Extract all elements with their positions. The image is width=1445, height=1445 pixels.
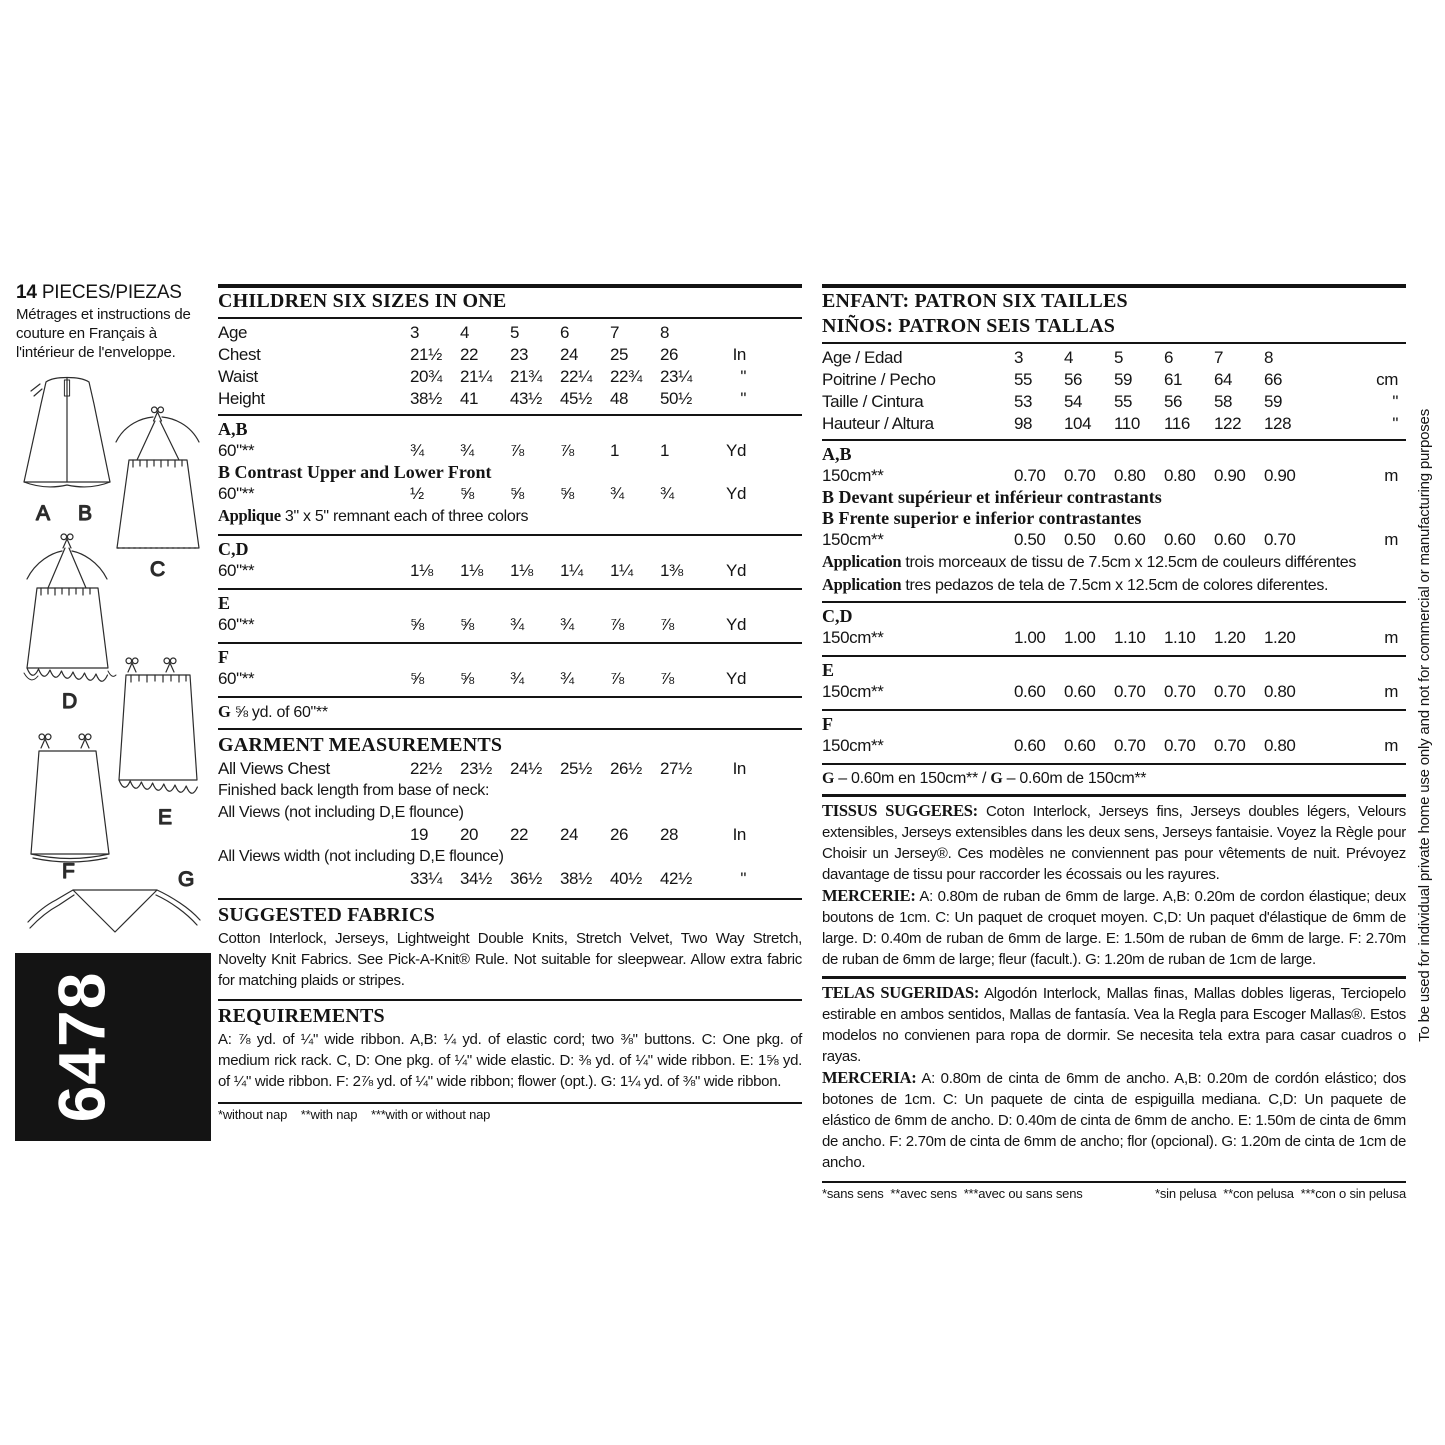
yardage-row: [218, 668, 802, 690]
mercerie-lead: MERCERIE:: [822, 886, 916, 905]
section-e-header: E: [822, 660, 835, 680]
size-row: [822, 413, 1406, 435]
cell: 3: [410, 323, 420, 342]
merceria: [822, 1067, 1406, 1173]
dress-d-drawing: [24, 534, 116, 681]
garment-label-d: D: [62, 690, 78, 713]
cell: ": [740, 869, 746, 888]
cell: 8: [1264, 348, 1274, 367]
cell: 0.70: [1164, 682, 1196, 701]
telas-text: Algodón Interlock, Mallas finas, Mallas dobles ligeras, Terciopelo estirable en ambos sentidos, Mallas de fantasía. Vea la Regla para Escoger Mallas®. Estos modelos no convienen para ropa de dormir. Se necesita tela extra para casar cuadros o rayas.: [822, 985, 1406, 1065]
cell: 0.60: [1014, 736, 1046, 755]
cell: 0.70: [1164, 736, 1196, 755]
divider: [218, 999, 802, 1001]
cell: 0.70: [1214, 736, 1246, 755]
cell: [1314, 347, 1406, 369]
cell: 6: [1164, 348, 1174, 367]
cell: In: [732, 759, 746, 778]
section-ab-header: A,B: [218, 419, 248, 439]
cell: 0.60: [1164, 530, 1196, 549]
suggested-fabrics-title: SUGGESTED FABRICS: [218, 904, 435, 926]
cell: 0.70: [1114, 736, 1146, 755]
cell: 34½: [460, 869, 492, 888]
application-note-fr: [822, 551, 1406, 574]
cell: 4: [460, 323, 470, 342]
cell: 0.90: [1264, 466, 1296, 485]
cell: 1.20: [1264, 628, 1296, 647]
divider: [218, 696, 802, 698]
cell: m: [1384, 530, 1398, 549]
cell: 1.00: [1064, 628, 1096, 647]
cell: ⅞: [560, 441, 574, 460]
cell: ": [1392, 414, 1398, 433]
divider: [218, 1102, 802, 1104]
merceria-text: A: 0.80m de cinta de 6mm de ancho. A,B: 0.20m de cordón elástico; dos botones de 1cm. C: Un paquete de cinta de espiguilla mediana. C,D: Un paquete de elástico de 6mm de ancho. D: 0.40m de cinta de 6mm de ancho. E: 1.50m de cinta de 6mm de ancho. F: 2.70m de cinta de 6mm de ancho; flor (opcional). G: 1.20m de cinta de 1cm de ancho.: [822, 1070, 1406, 1171]
section-f-header: F: [218, 647, 229, 667]
cell: m: [1384, 628, 1398, 647]
section-cd-header: C,D: [218, 539, 249, 559]
text-part: G: [822, 770, 835, 787]
requirements-title: REQUIREMENTS: [218, 1005, 385, 1027]
section-cd-header: C,D: [822, 606, 853, 626]
cell: 22: [510, 825, 529, 844]
cell: ⅝: [410, 669, 424, 688]
cell: Age: [218, 323, 248, 342]
garment-line-drawings: [10, 372, 215, 952]
cell: 0.70: [1064, 466, 1096, 485]
cell: 22¾: [610, 367, 642, 386]
dress-e-drawing: [119, 658, 197, 793]
tissus-lead: TISSUS SUGGERES:: [822, 801, 978, 820]
cell: 1⅛: [410, 561, 433, 580]
measurement-row: [218, 868, 802, 890]
applique-lead: Applique: [218, 506, 281, 525]
divider: [218, 284, 802, 288]
cell: ¾: [610, 484, 624, 503]
cell: 50½: [660, 389, 692, 408]
applique-note: [218, 505, 802, 528]
cell: ": [740, 367, 746, 386]
divider: [218, 898, 802, 900]
yardage-row: [822, 465, 1406, 487]
cell: 1: [660, 441, 670, 460]
cell: 20¾: [410, 367, 442, 386]
spanish-title: NIÑOS: PATRON SEIS TALLAS: [822, 315, 1116, 337]
cell: 1⅛: [460, 561, 483, 580]
text-part: – 0.60m de 150cm**: [1002, 770, 1147, 787]
cell: 150cm**: [822, 736, 884, 755]
section-g-line: [218, 701, 802, 724]
cell: 150cm**: [822, 628, 884, 647]
cell: 1.20: [1214, 628, 1246, 647]
divider: [822, 794, 1406, 797]
cell: ½: [410, 484, 424, 503]
divider: [218, 414, 802, 416]
cell: 8: [660, 323, 670, 342]
section-g-line: [822, 768, 1406, 790]
divider: [822, 439, 1406, 441]
cell: 22: [460, 345, 479, 364]
yardage-row: [218, 614, 802, 636]
cell: 24½: [510, 759, 542, 778]
cell: ¾: [460, 441, 474, 460]
cell: ⅞: [660, 615, 674, 634]
divider: [218, 534, 802, 536]
cell: 66: [1264, 370, 1283, 389]
mercerie-text: A: 0.80m de ruban de 6mm de large. A,B: 0.20m de cordon élastique; deux boutons de 1cm. C: Un paquet de croquet moyen. C,D: Un paquet d'élastique de 6mm de large. D: 0.40m de ruban de 6mm de large. E: 1.50m de ruban de 6mm de large. F: 2.70m de ruban de 6mm de large; fleur (facult.). G: 1.20m de ruban de 1cm de large.: [822, 888, 1406, 968]
size-row: [218, 388, 802, 410]
garment-label-b: B: [78, 502, 93, 525]
cell: 0.80: [1264, 682, 1296, 701]
text-part: – 0.60m en 150cm** /: [834, 770, 991, 787]
cell: 150cm**: [822, 530, 884, 549]
cell: [218, 824, 410, 846]
application-note-es: [822, 574, 1406, 597]
cell: 20: [460, 825, 479, 844]
size-row: [822, 369, 1406, 391]
cell: All Views Chest: [218, 759, 330, 778]
legal-note: To be used for individual private home use only and not for commercial or manufacturing purposes: [1415, 408, 1433, 1042]
pieces-label: PIECES/PIEZAS: [36, 282, 182, 303]
yardage-row: [822, 529, 1406, 551]
cell: 4: [1064, 348, 1074, 367]
cell: 0.60: [1214, 530, 1246, 549]
application-text-es: tres pedazos de tela de 7.5cm x 12.5cm de colores diferentes.: [901, 577, 1329, 594]
cell: In: [732, 825, 746, 844]
cell: 6: [560, 323, 570, 342]
tissus-suggeres: [822, 800, 1406, 885]
cell: 19: [410, 825, 429, 844]
pieces-headline: [16, 281, 218, 362]
divider: [218, 588, 802, 590]
cell: 60"**: [218, 484, 255, 503]
merceria-lead: MERCERIA:: [822, 1068, 917, 1087]
divider: [822, 709, 1406, 711]
cell: 22¼: [560, 367, 592, 386]
divider: [822, 342, 1406, 344]
cell: 55: [1114, 392, 1133, 411]
english-title: CHILDREN SIX SIZES IN ONE: [218, 290, 507, 312]
cell: Poitrine / Pecho: [822, 370, 936, 389]
cell: 48: [610, 389, 629, 408]
garment-label-c: C: [150, 558, 166, 581]
cell: 0.70: [1114, 682, 1146, 701]
cell: 61: [1164, 370, 1183, 389]
cell: 59: [1114, 370, 1133, 389]
cell: 0.60: [1114, 530, 1146, 549]
international-column: [822, 284, 1406, 1202]
dress-c-drawing: [116, 407, 199, 548]
cell: Waist: [218, 367, 258, 386]
cell: 1⅛: [510, 561, 533, 580]
mercerie: [822, 885, 1406, 970]
tissus-text: Coton Interlock, Jerseys fins, Jerseys doubles légers, Velours extensibles, Jerseys extensibles dans les deux sens, Jerseys fantaisie. Voyez la Règle pour Choisir un Jersey®. Ces modèles ne conviennent pas pour vêtements de nuit. Prévoyez davantage de tissu pour raccorder les écossais ou les rayures.: [822, 803, 1406, 883]
dress-ab-drawing: [24, 378, 110, 487]
application-text-fr: trois morceaux de tissu de 7.5cm x 12.5cm de couleurs différentes: [901, 554, 1357, 571]
cell: 1: [610, 441, 620, 460]
size-row: [218, 366, 802, 388]
cell: 27½: [660, 759, 692, 778]
cell: 1.10: [1114, 628, 1146, 647]
garment-measurements-title: GARMENT MEASUREMENTS: [218, 734, 503, 756]
telas-lead: TELAS SUGERIDAS:: [822, 983, 980, 1002]
cell: 56: [1064, 370, 1083, 389]
cell: 122: [1214, 414, 1242, 433]
garment-label-e: E: [158, 806, 173, 829]
cell: ¾: [660, 484, 674, 503]
divider: [822, 284, 1406, 288]
cell: 7: [1214, 348, 1224, 367]
cell: In: [732, 345, 746, 364]
cell: 53: [1014, 392, 1033, 411]
cell: 1¼: [560, 561, 583, 580]
cell: Hauteur / Altura: [822, 414, 934, 433]
divider: [822, 655, 1406, 657]
cell: Yd: [726, 484, 746, 503]
cell: ¾: [410, 441, 424, 460]
section-g-text: ⅝ yd. of 60"**: [230, 704, 328, 721]
measurement-row: [218, 824, 802, 846]
cell: 22½: [410, 759, 442, 778]
cell: 23: [510, 345, 529, 364]
cell: 58: [1214, 392, 1233, 411]
nap-footnote: *without nap **with nap ***with or without nap: [218, 1107, 491, 1122]
cell: 33¼: [410, 869, 442, 888]
size-row: [218, 322, 802, 344]
cell: 0.70: [1264, 530, 1296, 549]
nap-footnote-intl: [822, 1186, 1406, 1202]
cell: Yd: [726, 615, 746, 634]
cell: ⅞: [660, 669, 674, 688]
cell: 0.90: [1214, 466, 1246, 485]
size-row: [822, 391, 1406, 413]
cell: 24: [560, 345, 579, 364]
cell: 0.60: [1014, 682, 1046, 701]
pieces-count: 14: [16, 282, 37, 303]
section-ab-header: A,B: [822, 444, 852, 464]
cell: 60"**: [218, 561, 255, 580]
english-column: [218, 284, 802, 1123]
cell: 55: [1014, 370, 1033, 389]
telas-sugeridas: [822, 982, 1406, 1067]
cell: 43½: [510, 389, 542, 408]
yardage-row: [218, 440, 802, 462]
section-b-contrast-header: B Contrast Upper and Lower Front: [218, 462, 492, 482]
cell: 0.50: [1064, 530, 1096, 549]
back-length-label: All Views (not including D,E flounce): [218, 804, 464, 821]
cell: 60"**: [218, 669, 255, 688]
garment-label-f: F: [62, 860, 75, 883]
cell: 5: [1114, 348, 1124, 367]
cell: 150cm**: [822, 466, 884, 485]
cell: ⅞: [510, 441, 524, 460]
cell: 54: [1064, 392, 1083, 411]
cell: Age / Edad: [822, 348, 903, 367]
cell: 5: [510, 323, 520, 342]
cell: 0.50: [1014, 530, 1046, 549]
cell: 0.70: [1214, 682, 1246, 701]
garment-label-g: G: [178, 868, 195, 891]
cell: Taille / Cintura: [822, 392, 924, 411]
cell: 26½: [610, 759, 642, 778]
yardage-row: [218, 483, 802, 505]
cell: ¾: [560, 669, 574, 688]
cell: 41: [460, 389, 479, 408]
nap-footnote-es: *sin pelusa **con pelusa ***con o sin pelusa: [1155, 1186, 1406, 1201]
application-lead-es: Application: [822, 575, 902, 594]
cell: 23½: [460, 759, 492, 778]
cell: 28: [660, 825, 679, 844]
divider: [822, 601, 1406, 603]
cell: ¾: [510, 615, 524, 634]
cell: Yd: [726, 441, 746, 460]
cell: 7: [610, 323, 620, 342]
cell: 40½: [610, 869, 642, 888]
cell: 23¼: [660, 367, 692, 386]
cell: 26: [610, 825, 629, 844]
cell: 98: [1014, 414, 1033, 433]
cell: 0.60: [1064, 682, 1096, 701]
yardage-row: [822, 681, 1406, 703]
cell: 116: [1164, 414, 1190, 433]
cell: ⅝: [510, 484, 524, 503]
pattern-number-box: [15, 953, 211, 1141]
section-f-header: F: [822, 714, 833, 734]
cell: m: [1384, 736, 1398, 755]
nap-footnote-fr: *sans sens **avec sens ***avec ou sans sens: [822, 1186, 1083, 1201]
cell: 60"**: [218, 441, 255, 460]
section-e-header: E: [218, 593, 231, 613]
cell: 0.80: [1114, 466, 1146, 485]
width-label: All Views width (not including D,E flounce): [218, 848, 504, 865]
cell: 21¾: [510, 367, 542, 386]
cell: 1.10: [1164, 628, 1196, 647]
cell: 0.80: [1264, 736, 1296, 755]
cell: 64: [1214, 370, 1233, 389]
cell: 0.70: [1014, 466, 1046, 485]
cell: 1⅜: [660, 561, 683, 580]
cell: 104: [1064, 414, 1092, 433]
text-part: G: [990, 770, 1003, 787]
cell: 128: [1264, 414, 1292, 433]
cell: 21½: [410, 345, 442, 364]
size-row: [218, 344, 802, 366]
legal-note-wrap: [1406, 55, 1442, 1395]
dress-f-drawing: [31, 734, 109, 862]
cell: 38½: [560, 869, 592, 888]
divider: [218, 642, 802, 644]
divider: [218, 317, 802, 319]
french-note: Métrages et instructions de couture en Français à l'intérieur de l'enveloppe.: [16, 306, 191, 361]
garment-label-a: A: [36, 502, 51, 525]
pattern-number: 6478: [43, 971, 118, 1123]
cell: [218, 868, 410, 890]
cell: ¾: [560, 615, 574, 634]
cell: m: [1384, 466, 1398, 485]
cell: 1¼: [610, 561, 633, 580]
pieces-count-line: [16, 281, 218, 305]
cell: ¾: [510, 669, 524, 688]
divider: [822, 763, 1406, 765]
cell: 21¼: [460, 367, 492, 386]
size-row: [822, 347, 1406, 369]
cell: cm: [1376, 370, 1398, 389]
yardage-row: [822, 627, 1406, 649]
cell: 24: [560, 825, 579, 844]
cell: 60"**: [218, 615, 255, 634]
back-length-note: Finished back length from base of neck:: [218, 782, 490, 799]
cell: Chest: [218, 345, 261, 364]
cell: ": [740, 389, 746, 408]
divider: [218, 728, 802, 730]
yardage-row: [822, 735, 1406, 757]
cell: ⅝: [460, 484, 474, 503]
cell: 26: [660, 345, 679, 364]
cell: 110: [1114, 414, 1140, 433]
cell: 36½: [510, 869, 542, 888]
cell: 56: [1164, 392, 1183, 411]
contrast-header-fr: B Devant supérieur et inférieur contrastants: [822, 487, 1162, 507]
cell: 25: [610, 345, 629, 364]
contrast-header-es: B Frente superior e inferior contrastantes: [822, 508, 1142, 528]
yardage-row: [218, 560, 802, 582]
cell: 38½: [410, 389, 442, 408]
cell: ⅞: [610, 615, 624, 634]
cell: ⅝: [410, 615, 424, 634]
cell: m: [1384, 682, 1398, 701]
cell: 42½: [660, 869, 692, 888]
divider: [822, 1181, 1406, 1183]
cell: 45½: [560, 389, 592, 408]
cell: Height: [218, 389, 265, 408]
kerchief-g-drawing: [28, 890, 200, 932]
cell: ⅝: [460, 615, 474, 634]
cell: 0.60: [1064, 736, 1096, 755]
cell: 1.00: [1014, 628, 1046, 647]
cell: ⅝: [460, 669, 474, 688]
cell: Yd: [726, 561, 746, 580]
suggested-fabrics-text: Cotton Interlock, Jerseys, Lightweight Double Knits, Stretch Velvet, Two Way Stretch, Novelty Knit Fabrics. See Pick-A-Knit® Rule. Not suitable for sleepwear. Allow extra fabric for matching plaids or stripes.: [218, 930, 802, 989]
cell: [710, 322, 802, 344]
section-g-lead: G: [218, 702, 231, 721]
measurement-row: [218, 758, 802, 780]
cell: 3: [1014, 348, 1024, 367]
application-lead-fr: Application: [822, 552, 902, 571]
requirements-text: A: ⅞ yd. of ¼" wide ribbon. A,B: ¼ yd. of elastic cord; two ⅜" buttons. C: One pkg. of medium rick rack. C, D: One pkg. of ¼" wide elastic. D: ⅜ yd. of ¼" wide ribbon. E: 1⅝ yd. of ¼" wide ribbon. F: 2⅞ yd. of ¼" wide ribbon; flower (opt.). G: 1¼ yd. of ⅜" wide ribbon.: [218, 1031, 802, 1090]
cell: 25½: [560, 759, 592, 778]
applique-text: 3" x 5" remnant each of three colors: [280, 508, 529, 525]
cell: ⅞: [610, 669, 624, 688]
cell: Yd: [726, 669, 746, 688]
cell: 59: [1264, 392, 1283, 411]
cell: 150cm**: [822, 682, 884, 701]
french-title: ENFANT: PATRON SIX TAILLES: [822, 290, 1128, 312]
cell: ⅝: [560, 484, 574, 503]
divider: [822, 976, 1406, 979]
cell: 0.80: [1164, 466, 1196, 485]
cell: ": [1392, 392, 1398, 411]
